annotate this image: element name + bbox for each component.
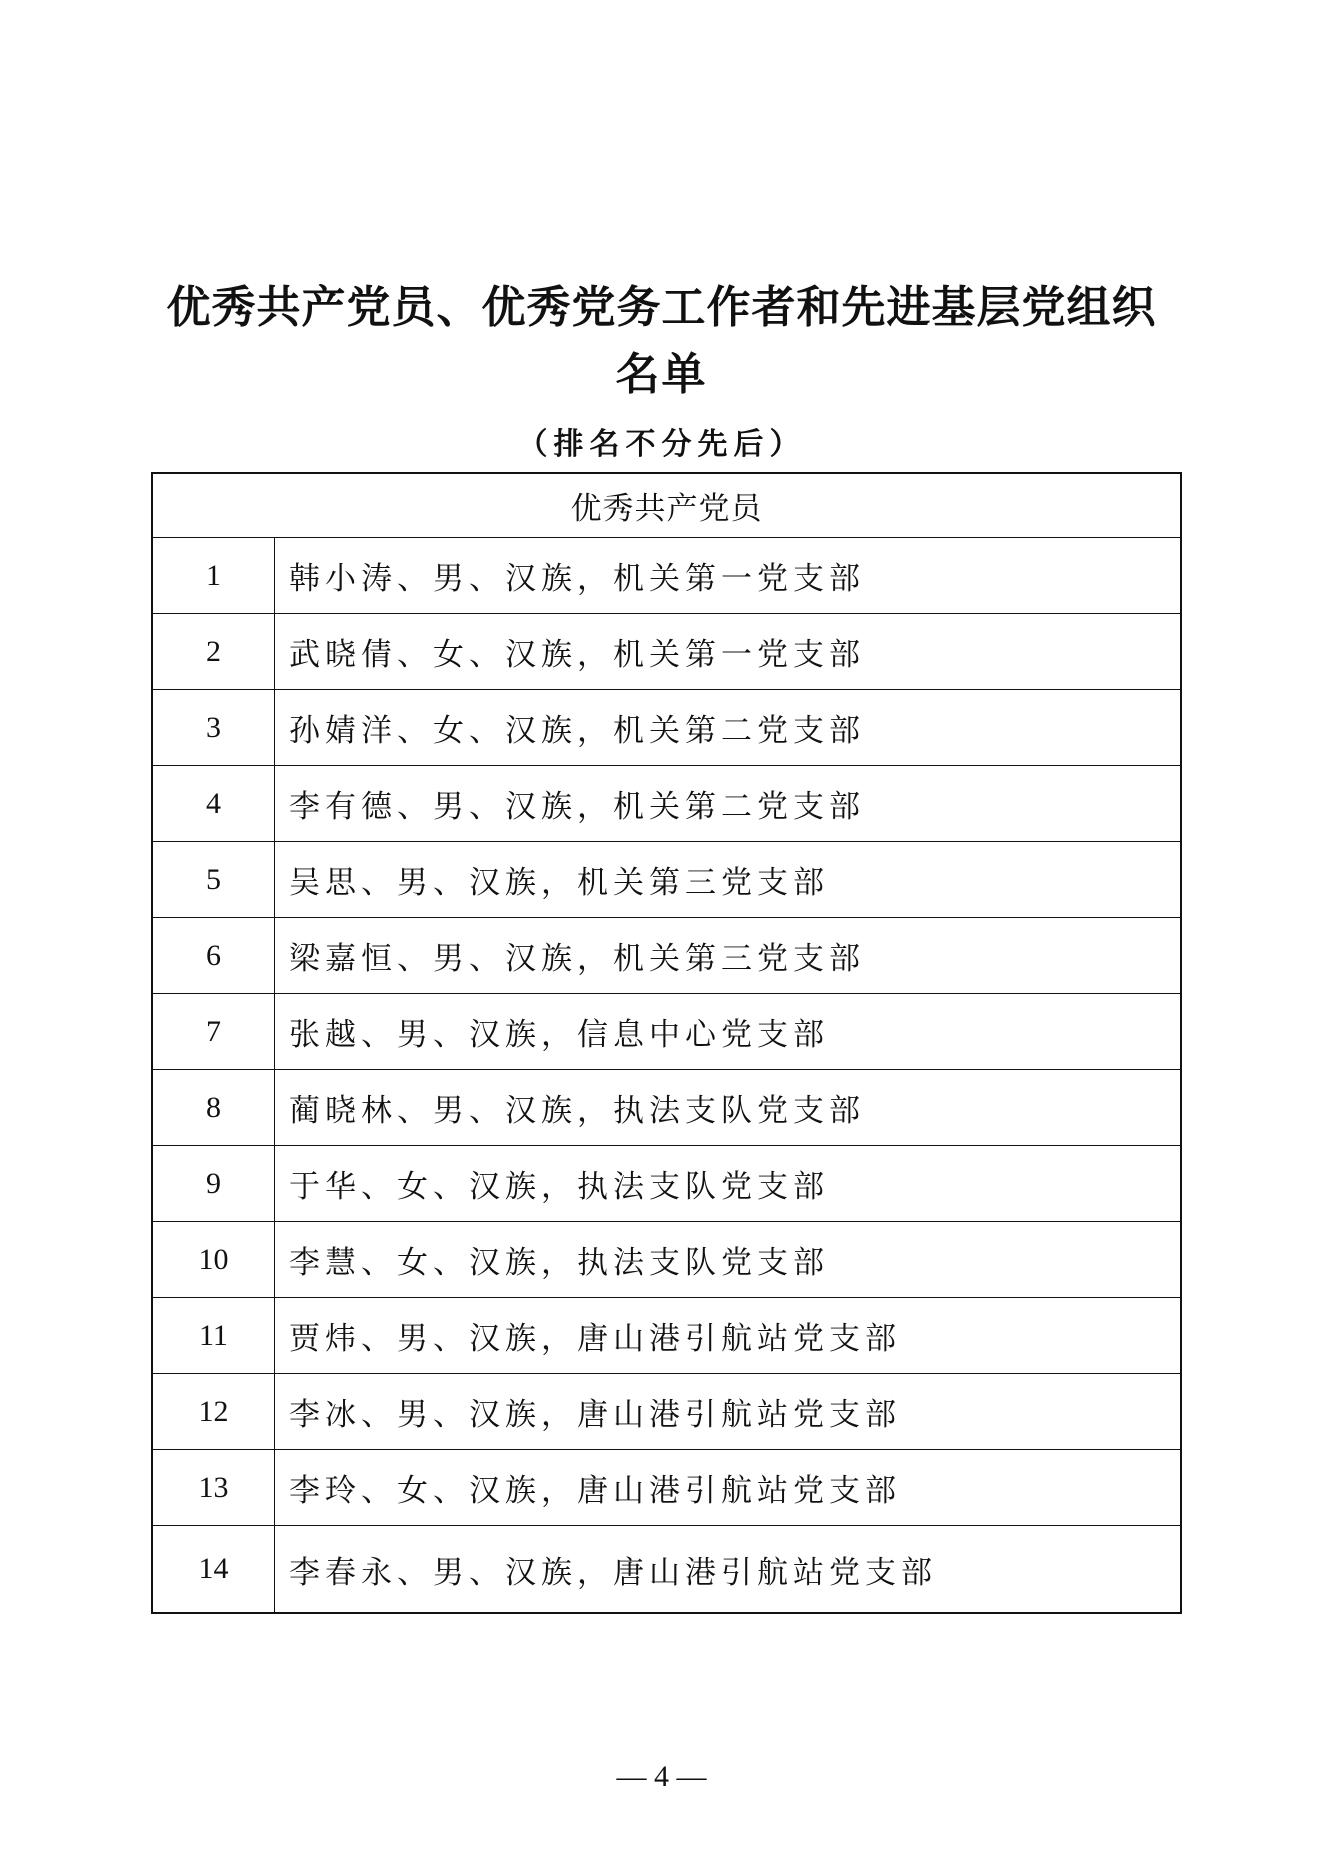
- row-number: 2: [152, 614, 275, 690]
- row-entry: 梁嘉恒、男、汉族，机关第三党支部: [275, 918, 1182, 994]
- page-number: — 4 —: [616, 1760, 707, 1793]
- row-entry: 吴思、男、汉族，机关第三党支部: [275, 842, 1182, 918]
- row-entry: 李春永、男、汉族，唐山港引航站党支部: [275, 1526, 1182, 1614]
- row-number: 7: [152, 994, 275, 1070]
- table-row: [152, 994, 1181, 1070]
- row-entry: 李冰、男、汉族，唐山港引航站党支部: [275, 1374, 1182, 1450]
- row-entry: 李有德、男、汉族，机关第二党支部: [275, 766, 1182, 842]
- row-number: 10: [152, 1222, 275, 1298]
- row-number: 13: [152, 1450, 275, 1526]
- row-entry: 张越、男、汉族，信息中心党支部: [275, 994, 1182, 1070]
- row-entry: 于华、女、汉族，执法支队党支部: [275, 1146, 1182, 1222]
- row-entry: 韩小涛、男、汉族，机关第一党支部: [275, 538, 1182, 614]
- row-number: 1: [152, 538, 275, 614]
- document-title: 优秀共产党员、优秀党务工作者和先进基层党组织: [166, 282, 1157, 333]
- section-header: 优秀共产党员: [152, 473, 1181, 538]
- table-row: [152, 614, 1181, 690]
- table-row: [152, 1450, 1181, 1526]
- row-entry: 贾炜、男、汉族，唐山港引航站党支部: [275, 1298, 1182, 1374]
- table-row: [152, 538, 1181, 614]
- row-entry: 武晓倩、女、汉族，机关第一党支部: [275, 614, 1182, 690]
- table-row: [152, 1374, 1181, 1450]
- table-row: [152, 1298, 1181, 1374]
- row-number: 5: [152, 842, 275, 918]
- table-row: [152, 1526, 1181, 1614]
- row-number: 6: [152, 918, 275, 994]
- table-row: [152, 1146, 1181, 1222]
- table-section-row: [152, 473, 1181, 538]
- document-title-continued: 名单: [615, 349, 708, 400]
- document-subtitle: （排名不分先后）: [517, 427, 806, 462]
- table-row: [152, 1222, 1181, 1298]
- row-number: 12: [152, 1374, 275, 1450]
- row-entry: 李慧、女、汉族，执法支队党支部: [275, 1222, 1182, 1298]
- table-row: [152, 918, 1181, 994]
- table-row: [152, 842, 1181, 918]
- row-number: 11: [152, 1298, 275, 1374]
- row-number: 14: [152, 1526, 275, 1614]
- honoree-table: [151, 472, 1182, 1614]
- row-number: 9: [152, 1146, 275, 1222]
- table-row: [152, 690, 1181, 766]
- table-row: [152, 1070, 1181, 1146]
- row-number: 4: [152, 766, 275, 842]
- row-entry: 孙婧洋、女、汉族，机关第二党支部: [275, 690, 1182, 766]
- row-number: 8: [152, 1070, 275, 1146]
- row-entry: 蔺晓林、男、汉族，执法支队党支部: [275, 1070, 1182, 1146]
- table-row: [152, 766, 1181, 842]
- row-number: 3: [152, 690, 275, 766]
- row-entry: 李玲、女、汉族，唐山港引航站党支部: [275, 1450, 1182, 1526]
